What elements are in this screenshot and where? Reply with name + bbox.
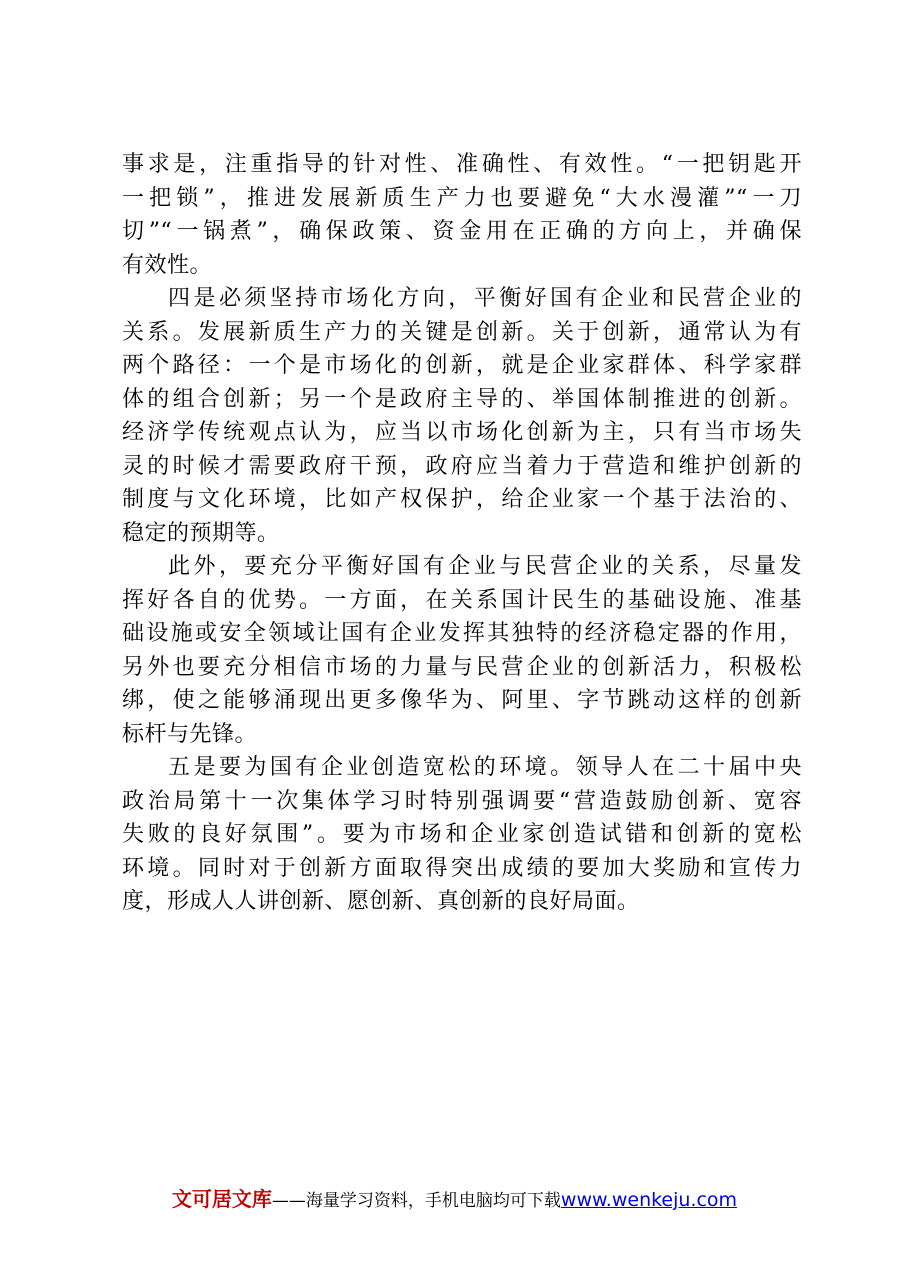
paragraph-start-line: 五是要为国有企业创造宽松的环境。领导人在二十届中央 [168,755,802,780]
text-line: 环境。同时对于创新方面取得突出成绩的要加大奖励和宣传力 [122,855,802,881]
text-line: 经济学传统观点认为，应当以市场化创新为主，只有当市场失 [122,420,802,445]
document-body [122,148,802,919]
footer-banner [0,1183,909,1212]
text-line: 标杆与先锋。 [122,721,258,747]
text-line: 两个路径：一个是市场化的创新，就是企业家群体、科学家群 [122,353,802,378]
footer-brand: 文可居文库 [171,1187,272,1211]
paragraph-start-line: 此外，要充分平衡好国有企业与民营企业的关系，尽量发 [168,554,802,579]
text-line: 切”“一锅煮”，确保政策、资金用在正确的方向上，并确保 [122,219,802,244]
text-line: 有效性。 [122,252,213,278]
footer-website-link[interactable]: www.wenkeju.com [560,1189,738,1211]
text-line: 失败的良好氛围”。要为市场和企业家创造试错和创新的宽松 [122,822,802,847]
text-line: 绑，使之能够涌现出更多像华为、阿里、字节跳动这样的创新 [122,688,802,713]
text-line: 础设施或安全领域让国有企业发挥其独特的经济稳定器的作用， [122,621,802,646]
text-line: 灵的时候才需要政府干预，政府应当着力于营造和维护创新的 [122,453,802,479]
text-line: 政治局第十一次集体学习时特别强调要“营造鼓励创新、宽容 [122,788,802,814]
footer-slogan: ——海量学习资料，手机电脑均可下载 [271,1191,561,1211]
text-line: 一把锁”，推进发展新质生产力也要避免“大水漫灌”“一刀 [122,185,802,211]
text-line: 体的组合创新；另一个是政府主导的、举国体制推进的创新。 [122,386,802,412]
text-line: 度，形成人人讲创新、愿创新、真创新的良好局面。 [122,889,640,914]
text-line: 稳定的预期等。 [122,520,280,546]
text-line: 制度与文化环境，比如产权保护，给企业家一个基于法治的、 [122,487,802,512]
text-line: 事求是，注重指导的针对性、准确性、有效性。“一把钥匙开 [122,152,802,177]
text-line: 关系。发展新质生产力的关键是创新。关于创新，通常认为有 [122,319,802,345]
paragraph-start-line: 四是必须坚持市场化方向，平衡好国有企业和民营企业的 [168,286,802,311]
text-line: 挥好各自的优势。一方面，在关系国计民生的基础设施、准基 [122,587,802,613]
text-line: 另外也要充分相信市场的力量与民营企业的创新活力，积极松 [122,654,802,680]
